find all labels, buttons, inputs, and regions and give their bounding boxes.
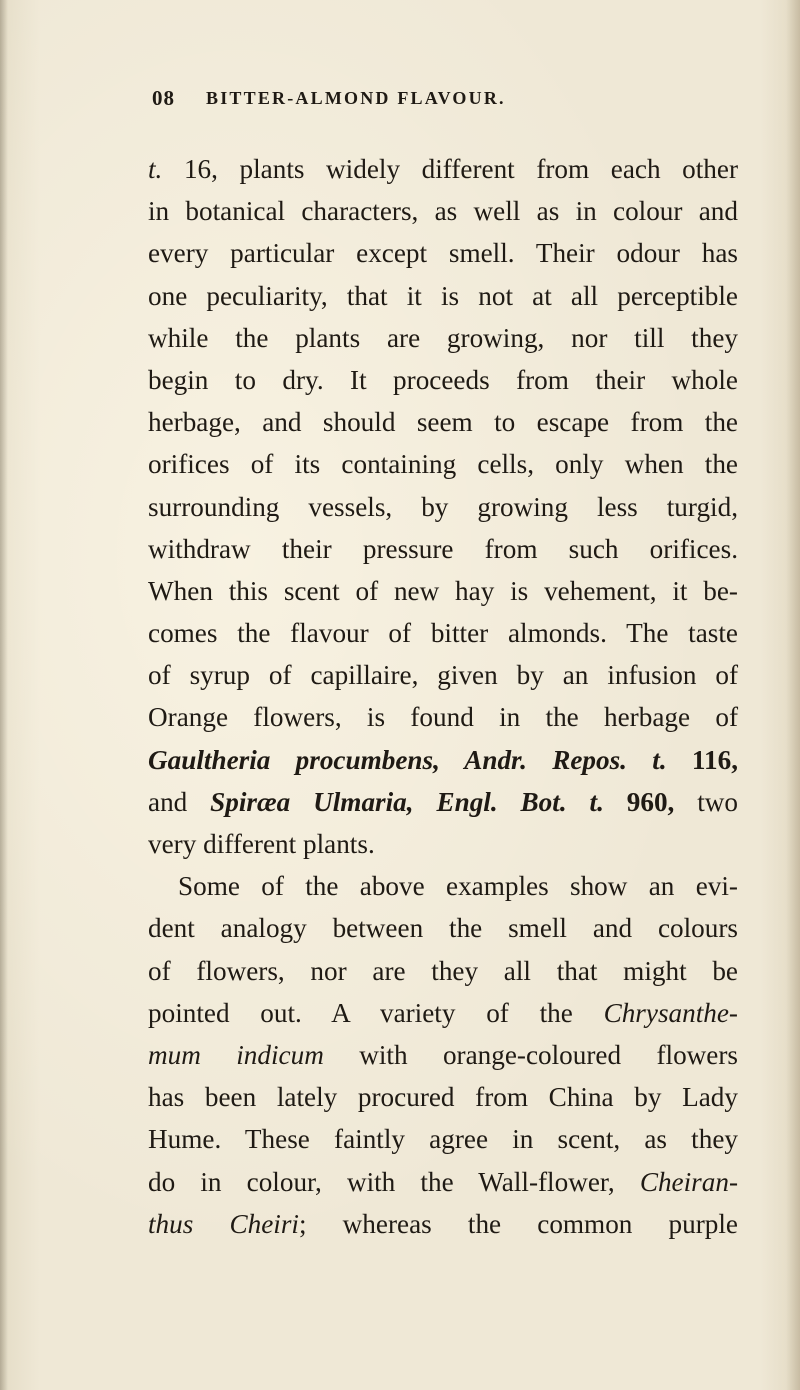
text-segment: Spiræa Ulmaria, Engl. Bot. t. [210, 786, 604, 817]
text-line [148, 781, 738, 823]
text-segment: Chrysanthe- [603, 997, 738, 1028]
text-line [148, 1118, 738, 1160]
text-segment: thus Cheiri [148, 1208, 299, 1239]
text-segment: of syrup of capillaire, given by an infusion of [148, 660, 738, 691]
text-segment: 960, [603, 786, 675, 817]
text-line [148, 950, 738, 992]
text-segment: Gaultheria procumbens, Andr. Repos. t. [148, 744, 667, 775]
text-segment: herbage, and should seem to escape from the [148, 407, 738, 438]
text-segment: mum indicum [148, 1039, 324, 1070]
text-line [148, 1161, 738, 1203]
text-segment: orifices of its containing cells, only when the [148, 449, 738, 480]
text-line [148, 190, 738, 232]
text-line [148, 443, 738, 485]
text-segment: Orange flowers, is found in the herbage of [148, 702, 738, 733]
text-line [148, 654, 738, 696]
text-segment: in botanical characters, as well as in colour and [148, 196, 738, 227]
text-segment: of flowers, nor are they all that might be [148, 955, 738, 986]
text-line [148, 148, 738, 190]
text-segment: pointed out. A variety of the [148, 997, 604, 1028]
text-line [148, 992, 738, 1034]
text-line [148, 1203, 738, 1245]
text-segment: comes the flavour of bitter almonds. The taste [148, 618, 738, 649]
text-segment: very different plants. [148, 829, 375, 859]
text-line [148, 359, 738, 401]
text-line [148, 528, 738, 570]
text-segment: Hume. These faintly agree in scent, as they [148, 1124, 738, 1155]
text-segment: one peculiarity, that it is not at all perceptible [148, 280, 738, 311]
running-title: BITTER-ALMOND FLAVOUR. [206, 88, 506, 108]
text-segment: ; whereas the common purple [298, 1208, 738, 1239]
text-line [148, 317, 738, 359]
text-segment: Some of the above examples show an evi- [178, 871, 738, 902]
page-left-edge [0, 0, 8, 1390]
text-line [148, 1034, 738, 1076]
text-line [148, 865, 738, 907]
text-segment: do in colour, with the Wall-flower, [148, 1166, 640, 1197]
text-segment: two [674, 786, 739, 817]
text-segment: 16, plants widely different from each other [162, 154, 738, 184]
page-number: 08 [152, 86, 175, 110]
text-line [148, 823, 738, 865]
text-line [148, 275, 738, 317]
text-line [148, 486, 738, 528]
text-segment: and [148, 786, 211, 817]
text-segment: begin to dry. It proceeds from their whole [148, 364, 738, 395]
text-line [148, 570, 738, 612]
text-line [148, 907, 738, 949]
text-line [148, 739, 738, 781]
text-segment: t. [148, 154, 163, 184]
text-segment: has been lately procured from China by Lady [148, 1082, 738, 1113]
text-line [148, 232, 738, 274]
text-segment: while the plants are growing, nor till they [148, 322, 738, 353]
text-segment: withdraw their pressure from such orifices. [148, 533, 738, 564]
text-segment: dent analogy between the smell and colours [148, 913, 738, 944]
text-segment: with orange-coloured flowers [323, 1039, 739, 1070]
text-line [148, 696, 738, 738]
page-right-shadow [786, 0, 800, 1390]
text-segment: When this scent of new hay is vehement, it be- [148, 575, 738, 606]
text-line [148, 401, 738, 443]
page-header [152, 86, 732, 120]
text-segment: every particular except smell. Their odour has [148, 238, 738, 269]
body-text [148, 148, 738, 1245]
text-segment: Cheiran- [639, 1166, 738, 1197]
text-line [148, 1076, 738, 1118]
text-segment: surrounding vessels, by growing less turgid, [148, 491, 738, 522]
text-segment: 116, [666, 744, 738, 775]
text-line [148, 612, 738, 654]
